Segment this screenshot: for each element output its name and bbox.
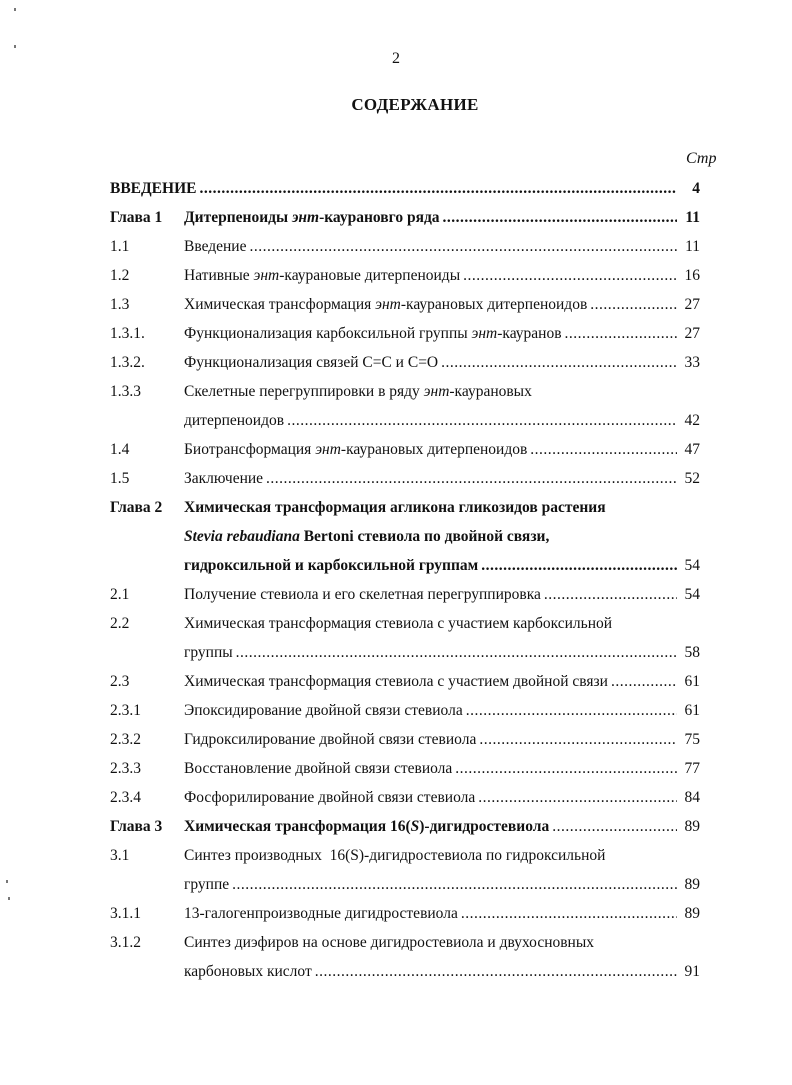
toc-entry: [0, 290, 792, 319]
toc-entry-title: Синтез диэфиров на основе дигидростевиола и двухосновных: [184, 934, 595, 951]
dot-leader: [611, 667, 677, 696]
toc-entry: [0, 435, 792, 464]
toc-entry-page: 58: [684, 644, 700, 661]
toc-entry-page: 54: [684, 557, 700, 574]
toc-entry: [0, 377, 792, 406]
toc-entry: [0, 203, 792, 232]
toc-entry-title: карбоновых кислот: [184, 963, 312, 980]
dot-leader: [479, 725, 677, 754]
dot-leader: [552, 812, 677, 841]
toc-entry: [0, 928, 792, 957]
toc-entry-number: 1.3.3: [110, 383, 141, 400]
toc-entry-number: 2.3: [110, 673, 130, 690]
toc-entry-number: 3.1.2: [110, 934, 141, 951]
toc-entry-number: Глава 1: [110, 209, 163, 226]
toc-entry-title: группы: [184, 644, 233, 661]
toc-entry-title: Гидроксилирование двойной связи стевиола: [184, 731, 477, 748]
dot-leader: [461, 899, 677, 928]
toc-entry-number: 1.1: [110, 238, 130, 255]
dot-leader: [236, 638, 677, 667]
toc-entry-number: 3.1: [110, 847, 130, 864]
toc-entry: [0, 783, 792, 812]
dot-leader: [232, 870, 677, 899]
toc-entry-number: 1.2: [110, 267, 130, 284]
toc-entry-page: 4: [692, 180, 700, 197]
toc-entry-number: 1.3.2.: [110, 354, 145, 371]
toc-entry: [0, 493, 792, 522]
toc-entry-page: 11: [685, 209, 700, 226]
toc-entry-number: 2.3.4: [110, 789, 141, 806]
toc-entry-number: 2.2: [110, 615, 130, 632]
toc-entry-page: 27: [684, 296, 700, 313]
toc-entry-number: 1.4: [110, 441, 130, 458]
toc-entry-number: 1.3.1.: [110, 325, 145, 342]
table-of-contents: [0, 174, 792, 986]
dot-leader: [478, 783, 677, 812]
toc-entry-title: Нативные энт-каурановые дитерпеноиды: [184, 267, 461, 284]
toc-entry-continuation: [0, 406, 792, 435]
toc-entry: [0, 580, 792, 609]
toc-entry-title: Получение стевиола и его скелетная перегруппировка: [184, 586, 541, 603]
dot-leader: [565, 319, 677, 348]
scan-speck: [14, 8, 16, 11]
toc-entry-title: Химическая трансформация стевиола с участием двойной связи: [184, 673, 608, 690]
toc-entry-title: Функционализация карбоксильной группы энт-кауранов: [184, 325, 562, 342]
toc-entry-title: ВВЕДЕНИЕ: [110, 180, 197, 197]
page-title: СОДЕРЖАНИЕ: [351, 95, 479, 114]
scan-speck: [14, 45, 16, 48]
toc-entry-page: 16: [684, 267, 700, 284]
dot-leader: [481, 551, 677, 580]
toc-entry-continuation: [0, 638, 792, 667]
toc-entry-number: 1.3: [110, 296, 130, 313]
toc-entry-page: 89: [684, 876, 700, 893]
toc-entry: [0, 696, 792, 725]
toc-entry-page: 42: [684, 412, 700, 429]
toc-entry-number: Глава 3: [110, 818, 163, 835]
toc-entry-page: 77: [684, 760, 700, 777]
toc-entry-page: 89: [684, 905, 700, 922]
dot-leader: [441, 348, 677, 377]
toc-entry-title: группе: [184, 876, 230, 893]
toc-entry-title: Восстановление двойной связи стевиола: [184, 760, 453, 777]
dot-leader: [443, 203, 677, 232]
toc-entry-continuation: [0, 522, 792, 551]
toc-entry-page: 61: [684, 673, 700, 690]
dot-leader: [463, 261, 677, 290]
toc-entry: [0, 899, 792, 928]
toc-entry: [0, 812, 792, 841]
dot-leader: [249, 232, 677, 261]
toc-entry-title: Химическая трансформация стевиола с участием карбоксильной: [184, 615, 613, 632]
toc-entry: [0, 754, 792, 783]
page-column-label: Стр: [686, 150, 717, 167]
toc-entry: [0, 261, 792, 290]
toc-entry: [0, 841, 792, 870]
toc-entry-page: 84: [684, 789, 700, 806]
dot-leader: [590, 290, 677, 319]
dot-leader: [266, 464, 677, 493]
toc-entry-page: 11: [685, 238, 700, 255]
toc-entry-number: 2.3.1: [110, 702, 141, 719]
toc-entry-page: 89: [684, 818, 700, 835]
toc-entry-number: 2.3.2: [110, 731, 141, 748]
toc-entry-page: 91: [684, 963, 700, 980]
toc-entry: [0, 667, 792, 696]
toc-entry-page: 27: [684, 325, 700, 342]
toc-entry: [0, 319, 792, 348]
toc-entry-title: Эпоксидирование двойной связи стевиола: [184, 702, 463, 719]
toc-entry-number: 2.1: [110, 586, 130, 603]
dot-leader: [315, 957, 677, 986]
dot-leader: [455, 754, 677, 783]
toc-entry: [0, 609, 792, 638]
toc-entry-continuation: [0, 870, 792, 899]
toc-entry-title: Синтез производных 16(S)-дигидростевиола по гидроксильной: [184, 847, 606, 864]
toc-entry: [0, 174, 792, 203]
toc-entry-title: Биотрансформация энт-каурановых дитерпеноидов: [184, 441, 528, 458]
toc-entry-number: 3.1.1: [110, 905, 141, 922]
toc-entry-title: Химическая трансформация 16(S)-дигидростевиола: [184, 818, 550, 835]
dot-leader: [530, 435, 677, 464]
toc-entry: [0, 464, 792, 493]
toc-entry-page: 61: [684, 702, 700, 719]
toc-entry-page: 52: [684, 470, 700, 487]
toc-entry-title: Фосфорилирование двойной связи стевиола: [184, 789, 476, 806]
toc-entry-title: Заключение: [184, 470, 264, 487]
toc-entry: [0, 232, 792, 261]
toc-entry: [0, 725, 792, 754]
dot-leader: [287, 406, 677, 435]
toc-entry-number: Глава 2: [110, 499, 163, 516]
toc-entry-title: гидроксильной и карбоксильной группам: [184, 557, 479, 574]
dot-leader: [466, 696, 677, 725]
page-number: 2: [392, 50, 400, 67]
dot-leader: [544, 580, 677, 609]
dot-leader: [199, 174, 677, 203]
toc-entry-title: Дитерпеноиды энт-каурановго ряда: [184, 209, 440, 226]
toc-entry-page: 75: [684, 731, 700, 748]
toc-entry-number: 2.3.3: [110, 760, 141, 777]
toc-entry: [0, 348, 792, 377]
toc-entry-number: 1.5: [110, 470, 130, 487]
toc-entry-page: 47: [684, 441, 700, 458]
toc-entry-title: Скелетные перегруппировки в ряду энт-каурановых: [184, 383, 532, 400]
toc-entry-title: Химическая трансформация агликона гликозидов растения: [184, 499, 606, 516]
toc-entry-title: Функционализация связей С=С и С=О: [184, 354, 439, 371]
toc-entry-title: Введение: [184, 238, 247, 255]
toc-entry-continuation: [0, 551, 792, 580]
toc-entry-page: 33: [684, 354, 700, 371]
toc-entry-continuation: [0, 957, 792, 986]
toc-entry-title: Stevia rebaudiana Bertoni стевиола по двойной связи,: [184, 528, 550, 545]
toc-entry-title: 13-галогенпроизводные дигидростевиола: [184, 905, 458, 922]
toc-entry-title: Химическая трансформация энт-каурановых дитерпеноидов: [184, 296, 588, 313]
toc-entry-title: дитерпеноидов: [184, 412, 285, 429]
toc-entry-page: 54: [684, 586, 700, 603]
